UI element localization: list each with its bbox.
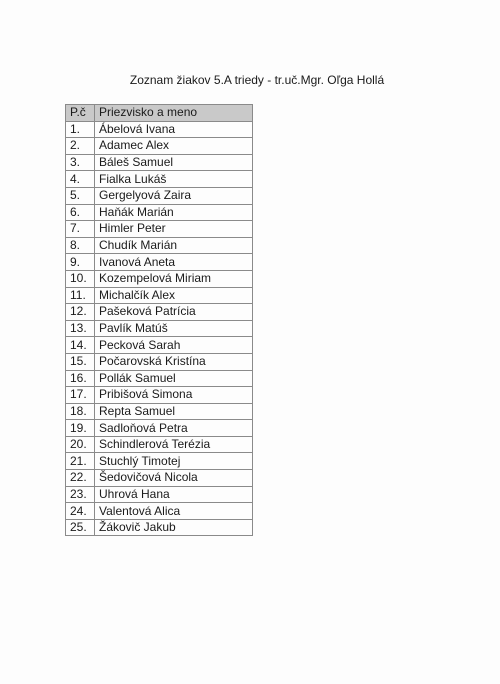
row-number: 11.	[66, 287, 95, 304]
student-name: Kozempelová Miriam	[95, 270, 253, 287]
table-row	[66, 287, 253, 304]
row-number: 14.	[66, 337, 95, 354]
table-row	[66, 519, 253, 536]
table-row	[66, 304, 253, 321]
row-number: 18.	[66, 403, 95, 420]
student-name: Pavlík Matúš	[95, 320, 253, 337]
table-row	[66, 221, 253, 238]
table-row	[66, 436, 253, 453]
table-row	[66, 337, 253, 354]
header-number: P.č	[66, 105, 95, 122]
table-row	[66, 453, 253, 470]
student-name: Sadloňová Petra	[95, 420, 253, 437]
row-number: 7.	[66, 221, 95, 238]
table-row	[66, 171, 253, 188]
student-name: Michalčík Alex	[95, 287, 253, 304]
student-name: Počarovská Kristína	[95, 353, 253, 370]
student-name: Žákovič Jakub	[95, 519, 253, 536]
student-name: Báleš Samuel	[95, 154, 253, 171]
student-name: Pašeková Patrícia	[95, 304, 253, 321]
table-row	[66, 470, 253, 487]
row-number: 3.	[66, 154, 95, 171]
table-row	[66, 486, 253, 503]
student-list-table	[65, 104, 253, 536]
student-name: Adamec Alex	[95, 138, 253, 155]
student-name: Haňák Marián	[95, 204, 253, 221]
table-row	[66, 237, 253, 254]
student-name: Šedovičová Nicola	[95, 470, 253, 487]
table-row	[66, 121, 253, 138]
student-name: Schindlerová Terézia	[95, 436, 253, 453]
row-number: 8.	[66, 237, 95, 254]
row-number: 15.	[66, 353, 95, 370]
row-number: 25.	[66, 519, 95, 536]
page-title: Zoznam žiakov 5.A triedy - tr.uč.Mgr. Oľga Hollá	[129, 73, 385, 87]
table-row	[66, 370, 253, 387]
table-row	[66, 154, 253, 171]
row-number: 5.	[66, 187, 95, 204]
table-row	[66, 270, 253, 287]
row-number: 13.	[66, 320, 95, 337]
header-name: Priezvisko a meno	[95, 105, 253, 122]
student-name: Gergelyová Zaira	[95, 187, 253, 204]
student-name: Valentová Alica	[95, 503, 253, 520]
student-name: Pollák Samuel	[95, 370, 253, 387]
row-number: 16.	[66, 370, 95, 387]
student-name: Repta Samuel	[95, 403, 253, 420]
table-row	[66, 204, 253, 221]
row-number: 2.	[66, 138, 95, 155]
student-name: Stuchlý Timotej	[95, 453, 253, 470]
table-row	[66, 420, 253, 437]
table-row	[66, 403, 253, 420]
student-name: Uhrová Hana	[95, 486, 253, 503]
row-number: 10.	[66, 270, 95, 287]
student-name: Fialka Lukáš	[95, 171, 253, 188]
table-row	[66, 387, 253, 404]
student-name: Himler Peter	[95, 221, 253, 238]
row-number: 4.	[66, 171, 95, 188]
row-number: 22.	[66, 470, 95, 487]
row-number: 21.	[66, 453, 95, 470]
table-header-row	[66, 105, 253, 122]
row-number: 6.	[66, 204, 95, 221]
table-row	[66, 320, 253, 337]
row-number: 9.	[66, 254, 95, 271]
table-row	[66, 254, 253, 271]
student-name: Pribišová Simona	[95, 387, 253, 404]
student-name: Ábelová Ivana	[95, 121, 253, 138]
row-number: 19.	[66, 420, 95, 437]
table-body	[66, 121, 253, 536]
student-name: Pecková Sarah	[95, 337, 253, 354]
table-row	[66, 353, 253, 370]
table-row	[66, 187, 253, 204]
student-name: Chudík Marián	[95, 237, 253, 254]
row-number: 12.	[66, 304, 95, 321]
row-number: 20.	[66, 436, 95, 453]
row-number: 1.	[66, 121, 95, 138]
table-row	[66, 503, 253, 520]
row-number: 24.	[66, 503, 95, 520]
student-name: Ivanová Aneta	[95, 254, 253, 271]
row-number: 17.	[66, 387, 95, 404]
row-number: 23.	[66, 486, 95, 503]
table-row	[66, 138, 253, 155]
